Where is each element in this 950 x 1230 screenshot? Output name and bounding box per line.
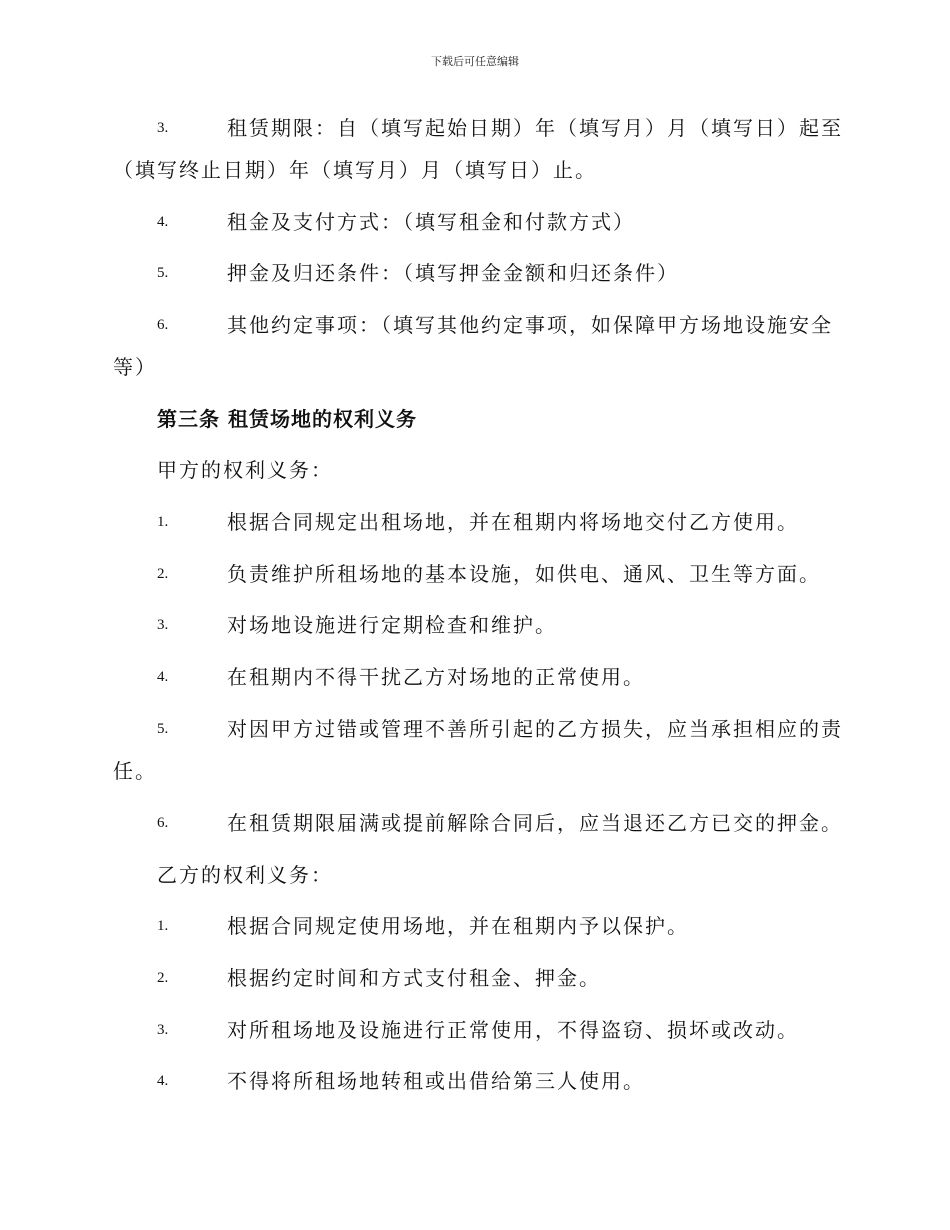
item-text-continued: 任。: [113, 759, 157, 783]
page-header: 下载后可任意编辑: [431, 55, 519, 68]
item-text: 租金及支付方式：（填写租金和付款方式）: [227, 210, 635, 234]
item-text: 根据合同规定使用场地，并在租期内予以保护。: [227, 914, 689, 938]
item-text: 不得将所租场地转租或出借给第三人使用。: [227, 1069, 645, 1093]
item-text: 租赁期限：自（填写起始日期）年（填写月）月（填写日）起至: [227, 116, 843, 140]
item-number: 4.: [157, 1073, 169, 1089]
item-text: 对场地设施进行定期检查和维护。: [227, 613, 557, 637]
item-text: 其他约定事项：（填写其他约定事项，如保障甲方场地设施安全: [227, 313, 833, 337]
item-number: 3.: [157, 617, 169, 633]
section-heading: 第三条 租赁场地的权利义务: [157, 407, 417, 431]
item-number: 1.: [157, 918, 169, 934]
item-text: 对因甲方过错或管理不善所引起的乙方损失，应当承担相应的责: [227, 717, 843, 741]
item-number: 4.: [157, 214, 169, 230]
item-number: 2.: [157, 566, 169, 582]
party-a-title: 甲方的权利义务：: [157, 458, 333, 482]
item-text-continued: （填写终止日期）年（填写月）月（填写日）止。: [113, 158, 597, 182]
item-number: 1.: [157, 514, 169, 530]
item-number: 3.: [157, 120, 169, 136]
item-text-continued: 等）: [113, 355, 157, 379]
item-text: 在租期内不得干扰乙方对场地的正常使用。: [227, 665, 645, 689]
item-text: 在租赁期限届满或提前解除合同后，应当退还乙方已交的押金。: [227, 811, 843, 835]
item-number: 2.: [157, 970, 169, 986]
item-number: 3.: [157, 1022, 169, 1038]
item-number: 5.: [157, 265, 169, 281]
item-text: 根据合同规定出租场地，并在租期内将场地交付乙方使用。: [227, 510, 799, 534]
item-text: 对所租场地及设施进行正常使用，不得盗窃、损坏或改动。: [227, 1018, 799, 1042]
item-text: 根据约定时间和方式支付租金、押金。: [227, 966, 601, 990]
party-b-title: 乙方的权利义务：: [157, 863, 333, 887]
item-number: 6.: [157, 317, 169, 333]
item-number: 5.: [157, 721, 169, 737]
item-text: 押金及归还条件：（填写押金金额和归还条件）: [227, 261, 679, 285]
item-text: 负责维护所租场地的基本设施，如供电、通风、卫生等方面。: [227, 562, 821, 586]
item-number: 4.: [157, 669, 169, 685]
item-number: 6.: [157, 815, 169, 831]
